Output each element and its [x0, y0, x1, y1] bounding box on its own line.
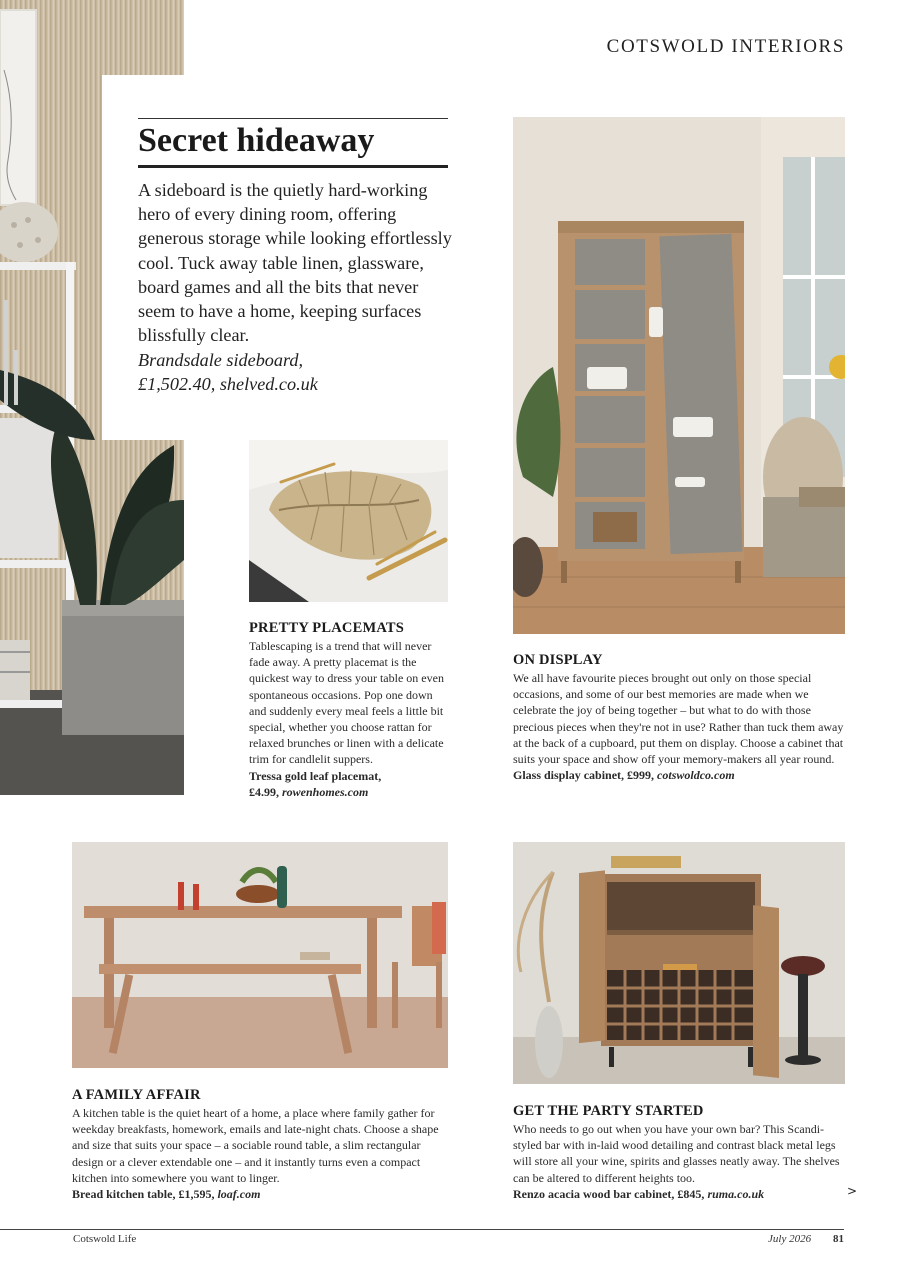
placemats-body: Tablescaping is a trend that will never fade away. A pretty placemat is the quickest way to dress your table on even spontaneous occasions. Pop one down and suddenly every meal feels a little bit special, whether you choose rattan for relaxed brunches or linen with a delicate trim for candlelit suppers.	[249, 639, 444, 767]
party-title: GET THE PARTY STARTED	[513, 1103, 704, 1119]
footer-magazine-name: Cotswold Life	[73, 1233, 137, 1245]
footer-rule	[0, 1229, 844, 1230]
placemats-text	[249, 638, 449, 800]
display-credit-product: Glass display cabinet, £999,	[513, 768, 655, 783]
display-cabinet-photo	[513, 117, 845, 634]
hero-credit-price: £1,502.40, shelved.co.uk	[138, 374, 318, 395]
display-credit	[513, 767, 845, 783]
placemats-credit	[249, 768, 449, 800]
family-credit	[72, 1186, 450, 1202]
hero-title: Secret hideaway	[138, 122, 375, 159]
hero-credit-product: Brandsdale sideboard,	[138, 350, 304, 370]
display-text	[513, 670, 845, 783]
display-body: We all have favourite pieces brought out only on those special occasions, and some of our best memories are made when we celebrate the joy of being together – but what to do with those precious pieces when they're not in use? Rather than tuck them away at the back of a cupboard, put them on display. Choose a cabinet that suits your space and show off your memory-makers all year round.	[513, 671, 844, 767]
placemats-credit-site[interactable]: rowenhomes.com	[282, 784, 369, 799]
placemats-credit-product: Tressa gold leaf placemat,	[249, 768, 382, 783]
hero-card	[102, 75, 484, 440]
hero-credit	[138, 348, 456, 396]
chevron-right-icon[interactable]: >	[847, 1184, 858, 1198]
placemat-photo	[249, 440, 448, 602]
party-body: Who needs to go out when you have your own bar? This Scandi-styled bar with in-laid wood detailing and contrast black metal legs will store all your wine, spirits and glasses neatly away. The shelves can be altered to different heights too.	[513, 1122, 840, 1185]
bar-cabinet-photo	[513, 842, 845, 1084]
family-title: A FAMILY AFFAIR	[72, 1087, 201, 1103]
family-body: A kitchen table is the quiet heart of a home, a place where family gather for weekday breakfasts, homework, emails and late-night chats. Choose a shape and size that suits your space – a sociable round table, a slim rectangular design or a clever extendable one – and it instantly turns even a compact kitchen into somewhere you want to linger.	[72, 1106, 439, 1185]
kitchen-table-photo	[72, 842, 448, 1068]
family-credit-site[interactable]: loaf.com	[217, 1187, 261, 1202]
placemats-credit-price: £4.99,	[249, 784, 279, 799]
title-rule-top	[138, 118, 448, 119]
hero-body: A sideboard is the quietly hard-working hero of every dining room, offering generous storage while looking effortlessly cool. Tuck away table linen, glassware, board games and all the bits that never seem to have a home, keeping surfaces blissfully clear.	[138, 180, 452, 346]
display-title: ON DISPLAY	[513, 652, 603, 668]
family-credit-product: Bread kitchen table, £1,595,	[72, 1187, 215, 1202]
party-credit	[513, 1186, 845, 1202]
party-credit-product: Renzo acacia wood bar cabinet, £845,	[513, 1186, 705, 1201]
party-credit-site[interactable]: ruma.co.uk	[707, 1186, 765, 1201]
party-text	[513, 1121, 845, 1202]
footer-issue-date: July 2026	[768, 1233, 812, 1245]
section-header: COTSWOLD INTERIORS	[606, 36, 845, 57]
title-rule-bottom	[138, 165, 448, 168]
family-text	[72, 1105, 450, 1202]
page-number: 81	[833, 1233, 844, 1245]
placemats-title: PRETTY PLACEMATS	[249, 620, 405, 636]
display-credit-site[interactable]: cotswoldco.com	[657, 768, 735, 783]
